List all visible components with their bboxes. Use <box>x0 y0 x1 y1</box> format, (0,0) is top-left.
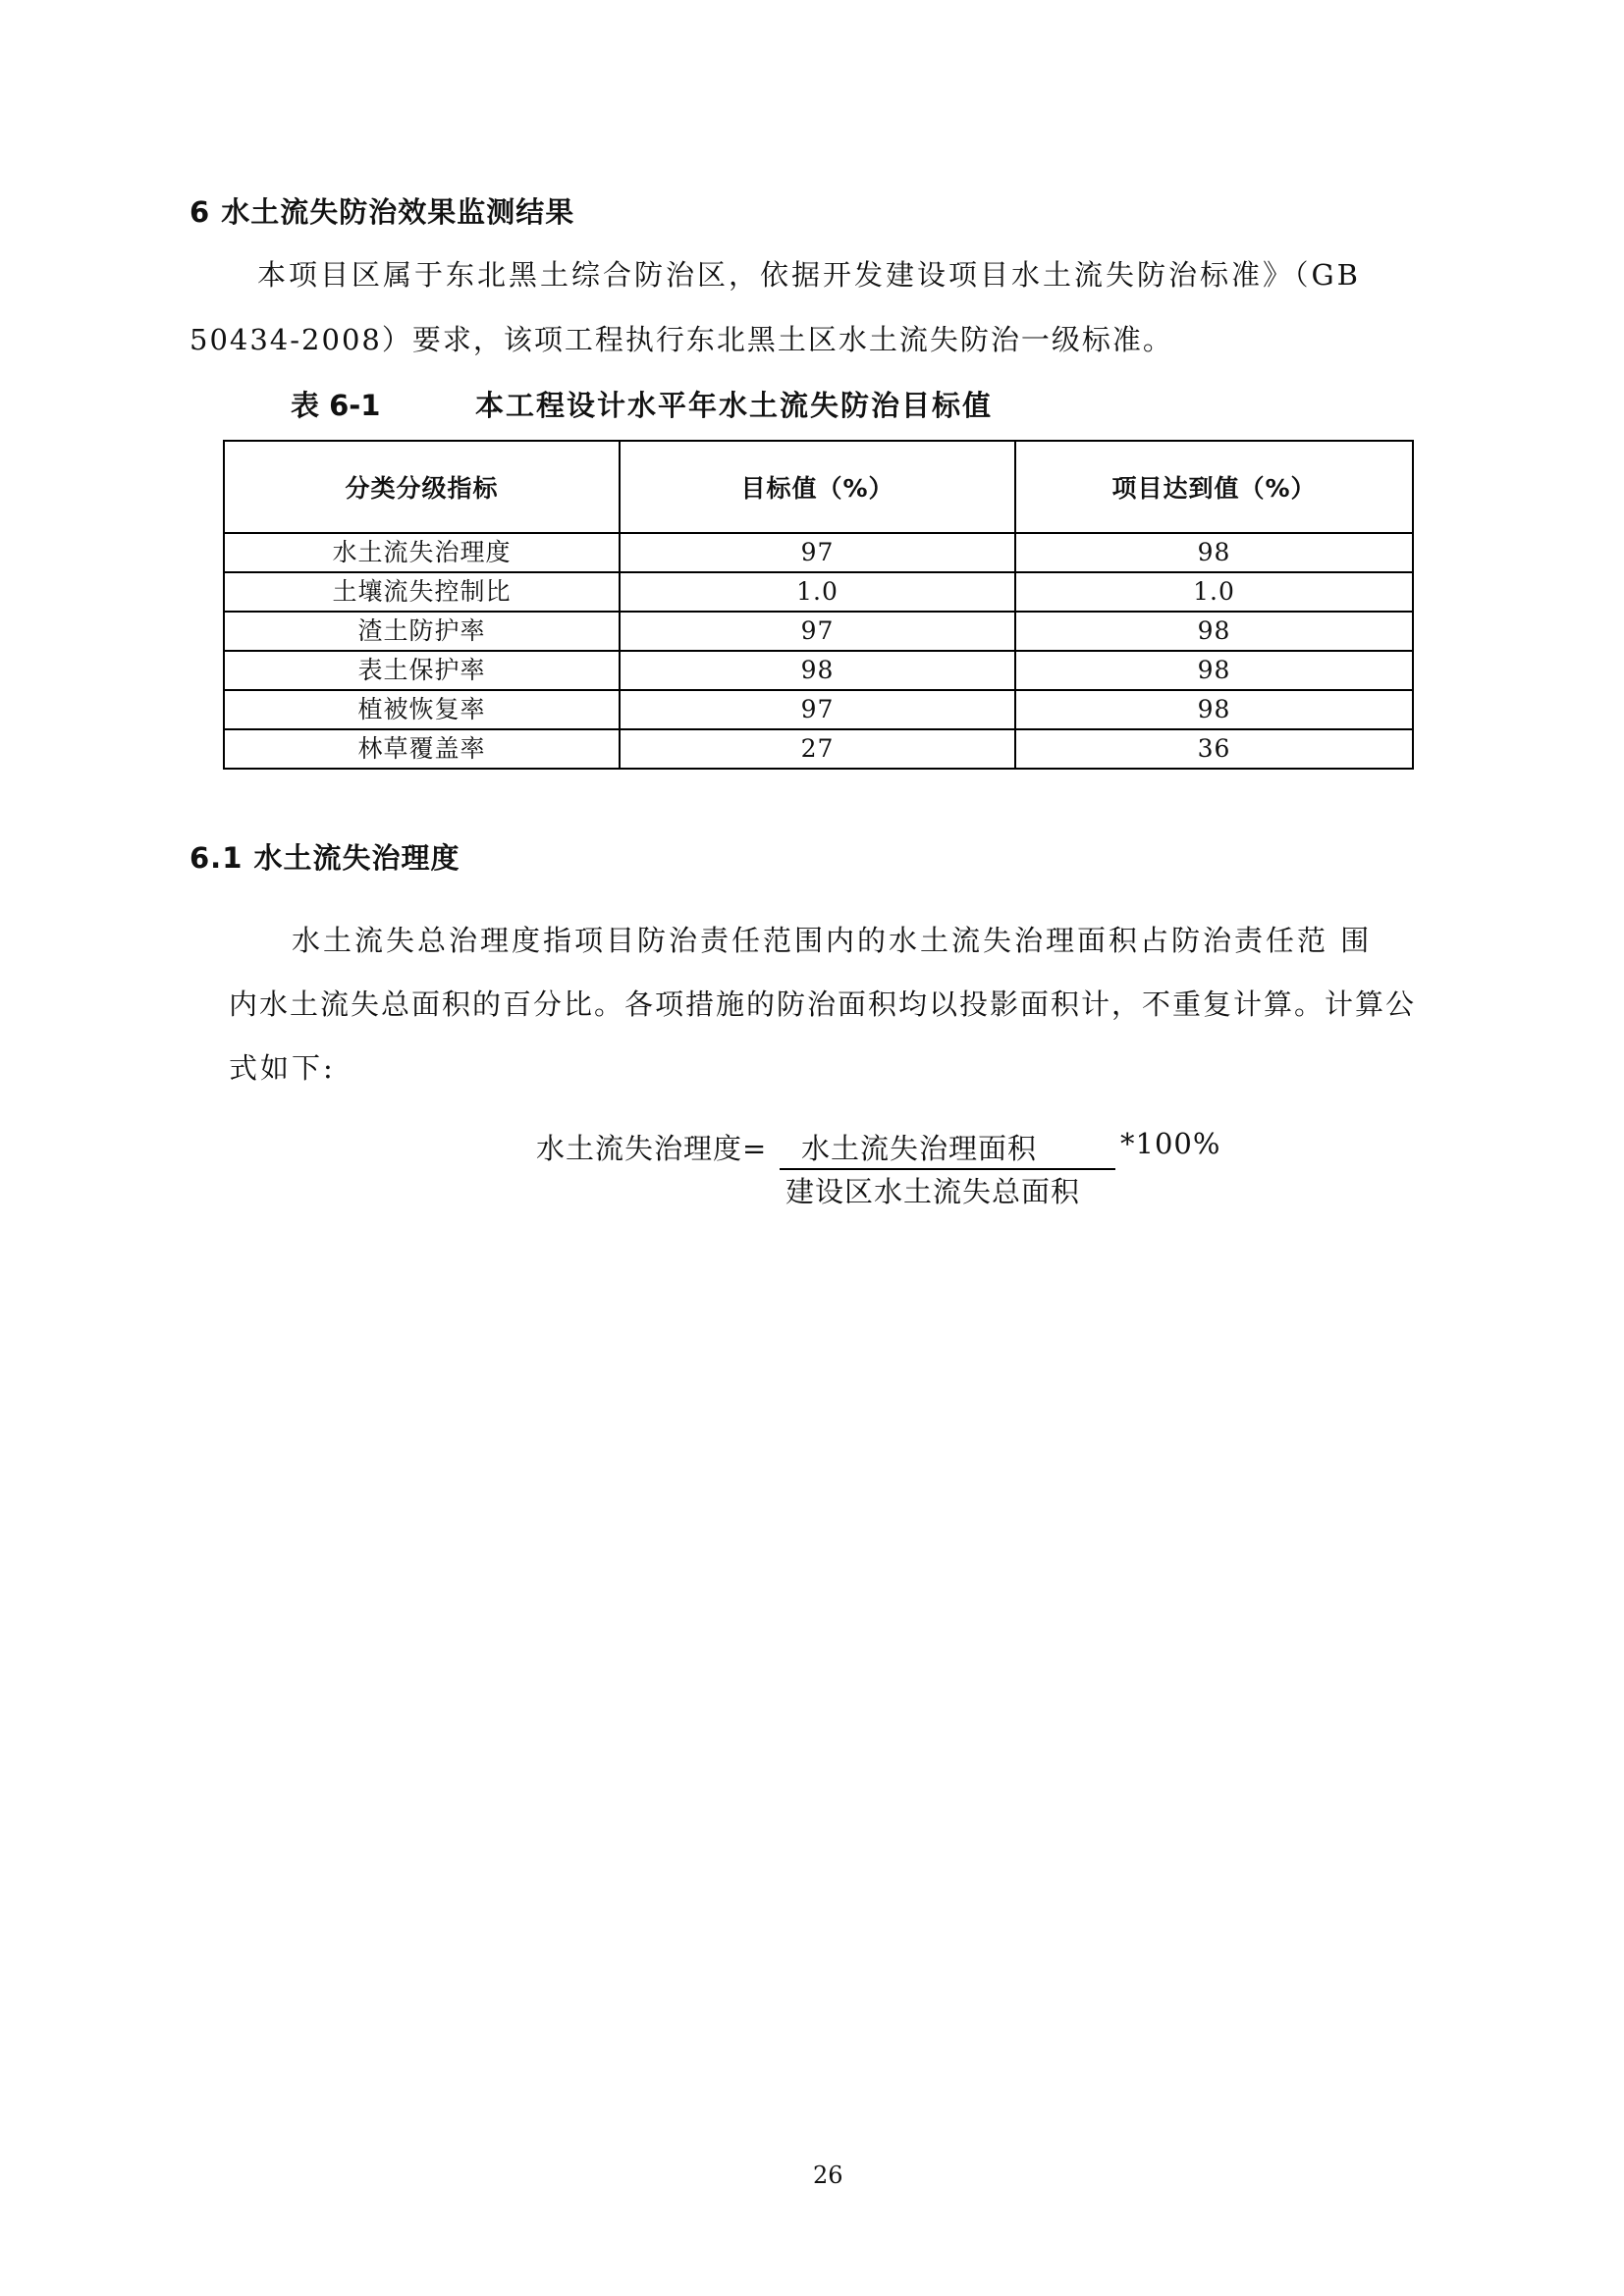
table-row <box>224 690 1413 729</box>
table-cell: 98 <box>1015 533 1413 572</box>
table-cell: 98 <box>1015 612 1413 651</box>
table-row <box>224 651 1413 690</box>
column-header-achieved: 项目达到值（%） <box>1015 441 1413 533</box>
table-caption-label: 表 6-1 <box>291 389 381 422</box>
table-row <box>224 729 1413 769</box>
table-cell: 97 <box>620 533 1015 572</box>
table-cell: 98 <box>1015 651 1413 690</box>
table-cell: 水土流失治理度 <box>224 533 620 572</box>
table-cell: 36 <box>1015 729 1413 769</box>
table-cell: 1.0 <box>620 572 1015 612</box>
formula-numerator: 水土流失治理面积 <box>801 1132 1038 1165</box>
table-row <box>224 572 1413 612</box>
table-row <box>224 612 1413 651</box>
table-caption-title: 本工程设计水平年水土流失防治目标值 <box>475 389 994 422</box>
table-cell: 1.0 <box>1015 572 1413 612</box>
table-cell: 植被恢复率 <box>224 690 620 729</box>
column-header-indicator: 分类分级指标 <box>224 441 620 533</box>
page-number: 26 <box>813 2162 843 2189</box>
formula-multiplier: *100% <box>1120 1127 1221 1160</box>
formula-lhs: 水土流失治理度= <box>536 1132 768 1165</box>
table-cell: 渣土防护率 <box>224 612 620 651</box>
target-values-table <box>223 440 1414 770</box>
subsection-paragraph-line-1: 水土流失总治理度指项目防治责任范围内的水土流失治理面积占防治责任范 围 <box>292 924 1373 957</box>
table-cell: 林草覆盖率 <box>224 729 620 769</box>
table-cell: 97 <box>620 612 1015 651</box>
table-cell: 27 <box>620 729 1015 769</box>
column-header-target: 目标值（%） <box>620 441 1015 533</box>
table-cell: 98 <box>620 651 1015 690</box>
subsection-heading: 6.1 水土流失治理度 <box>189 841 460 875</box>
intro-paragraph-line-1: 本项目区属于东北黑土综合防治区，依据开发建设项目水土流失防治标准》（GB <box>257 258 1361 292</box>
table-cell: 土壤流失控制比 <box>224 572 620 612</box>
table-cell: 98 <box>1015 690 1413 729</box>
table-cell: 97 <box>620 690 1015 729</box>
formula-denominator: 建设区水土流失总面积 <box>785 1175 1081 1208</box>
subsection-paragraph-line-2: 内水土流失总面积的百分比。各项措施的防治面积均以投影面积计，不重复计算。计算公 <box>229 988 1417 1021</box>
table-header-row <box>224 441 1413 533</box>
subsection-paragraph-line-3: 式如下: <box>229 1051 336 1085</box>
intro-paragraph-line-2: 50434-2008）要求，该项工程执行东北黑土区水土流失防治一级标准。 <box>189 323 1173 356</box>
table-cell: 表土保护率 <box>224 651 620 690</box>
section-heading: 6 水土流失防治效果监测结果 <box>189 195 575 229</box>
table-row <box>224 533 1413 572</box>
